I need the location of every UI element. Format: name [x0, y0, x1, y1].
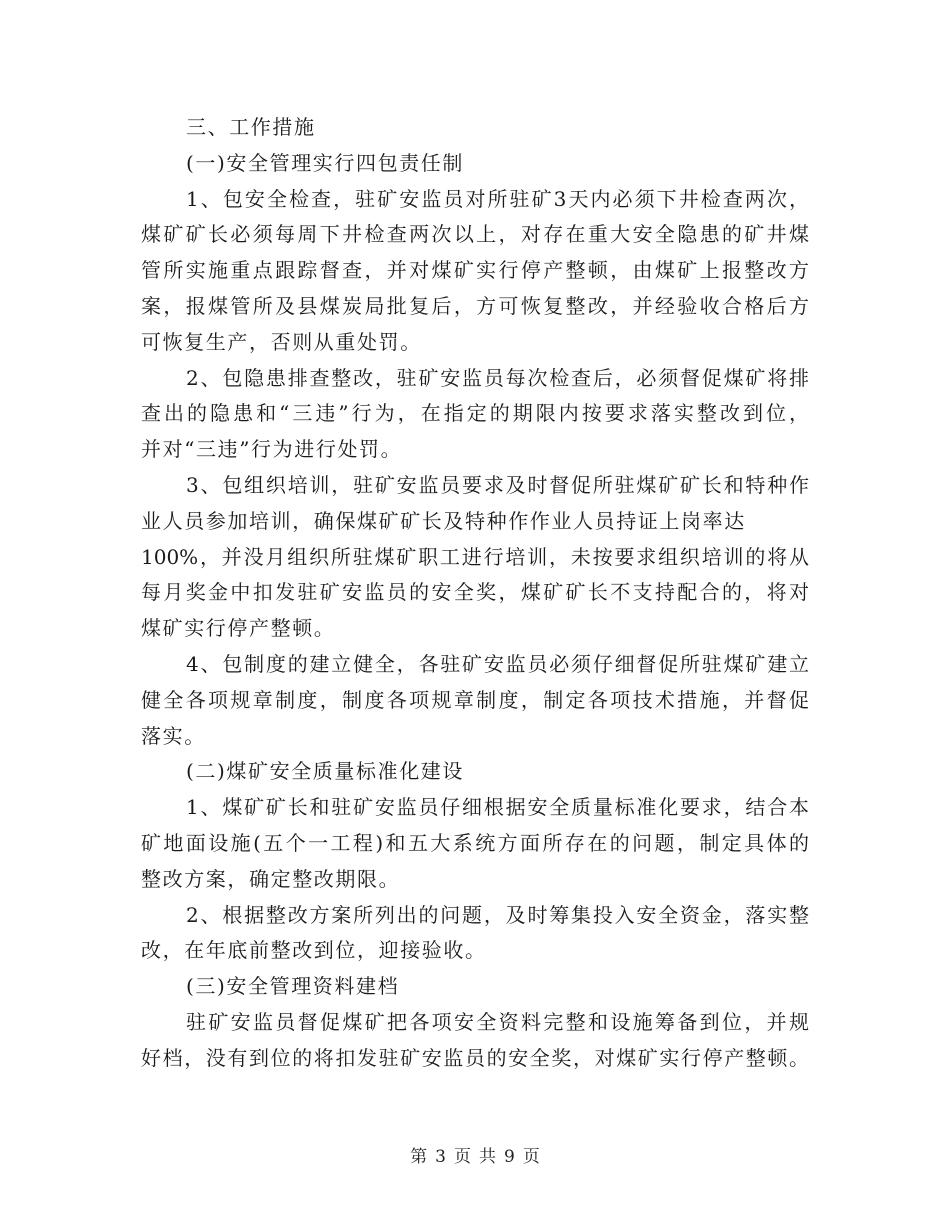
text-line: 管所实施重点跟踪督查，并对煤矿实行停产整顿，由煤矿上报整改方: [141, 258, 809, 283]
footer-label-di: 第: [410, 1147, 428, 1167]
text-line: 2、根据整改方案所列出的问题，及时筹集投入安全资金，落实整: [186, 902, 809, 927]
text-line: 业人员参加培训，确保煤矿矿长及特种作作业人员持证上岗率达: [141, 508, 746, 533]
footer-label-gong: 共: [479, 1147, 496, 1167]
page-footer: [0, 1145, 950, 1169]
text-line: 100%，并没月组织所驻煤矿职工进行培训，未按要求组织培训的将从: [141, 544, 809, 569]
text-line: 1、煤矿矿长和驻矿安监员仔细根据安全质量标准化要求，结合本: [186, 795, 809, 820]
text-line: 可恢复生产，否则从重处罚。: [141, 329, 422, 354]
text-line: 驻矿安监员督促煤矿把各项安全资料完整和设施筹备到位，并规: [186, 1009, 809, 1034]
text-line: 并对“三违”行为进行处罚。: [141, 437, 403, 462]
footer-current-page: 3: [435, 1147, 446, 1167]
footer-total-pages: 9: [504, 1147, 515, 1167]
text-line: (三)安全管理资料建档: [186, 974, 400, 999]
footer-label-ye: 页: [454, 1147, 471, 1167]
text-line: 煤矿实行停产整顿。: [141, 616, 336, 641]
text-line: 好档，没有到位的将扣发驻矿安监员的安全奖，对煤矿实行停产整顿。: [141, 1045, 809, 1070]
text-line: 矿地面设施(五个一工程)和五大系统方面所存在的问题，制定具体的: [141, 830, 809, 855]
text-line: 4、包制度的建立健全，各驻矿安监员必须仔细督促所驻煤矿建立: [186, 651, 809, 676]
text-line: 整改方案，确定整改期限。: [141, 866, 401, 891]
text-line: 三、工作措施: [186, 115, 316, 139]
document-body: [141, 110, 809, 1077]
text-line: 3、包组织培训，驻矿安监员要求及时督促所驻煤矿矿长和特种作: [186, 472, 809, 497]
text-line: 案，报煤管所及县煤炭局批复后，方可恢复整改，并经验收合格后方: [141, 293, 809, 318]
text-line: 1、包安全检查，驻矿安监员对所驻矿3天内必须下井检查两次，: [186, 186, 809, 211]
text-line: (一)安全管理实行四包责任制: [186, 150, 465, 175]
text-line: 每月奖金中扣发驻矿安监员的安全奖，煤矿矿长不支持配合的，将对: [141, 580, 809, 605]
text-line: 2、包隐患排查整改，驻矿安监员每次检查后，必须督促煤矿将排: [186, 365, 809, 390]
text-line: 健全各项规章制度，制度各项规章制度，制定各项技术措施，并督促: [141, 687, 809, 712]
text-line: 落实。: [141, 723, 206, 748]
text-line: (二)煤矿安全质量标准化建设: [186, 759, 465, 784]
text-line: 煤矿矿长必须每周下井检查两次以上，对存在重大安全隐患的矿井煤: [141, 222, 809, 247]
text-line: 改，在年底前整改到位，迎接验收。: [141, 938, 487, 963]
footer-label-ye2: 页: [522, 1147, 540, 1167]
text-line: 查出的隐患和“三违”行为，在指定的期限内按要求落实整改到位，: [141, 401, 809, 426]
